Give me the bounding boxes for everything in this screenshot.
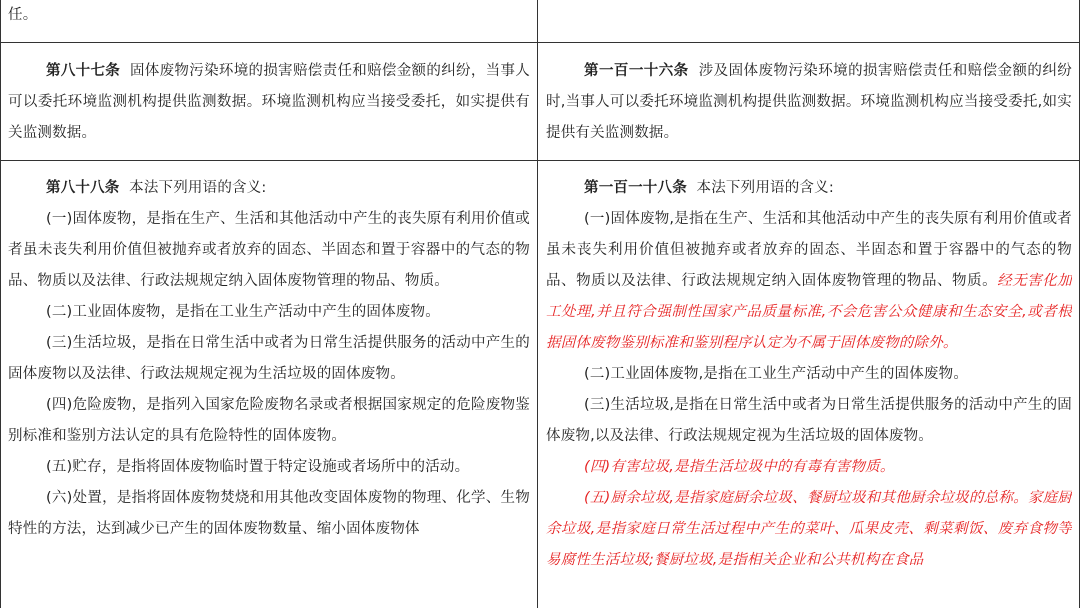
top-right-cell xyxy=(546,0,1072,42)
row-divider-1 xyxy=(0,42,1080,43)
article-87-paragraph xyxy=(8,56,530,149)
article-88-cell xyxy=(8,173,530,608)
article-118-item-1-text: (一)固体废物,是指在生产、生活和其他活动中产生的丧失原有利用价值或者虽未丧失利用价值但被抛弃或者放弃的固态、半固态和置于容器中的气态的物品、物质以及法律、行政法规规定纳入固体废物管理的物品、物质。 xyxy=(546,211,1072,289)
article-88-item-6: (六)处置，是指将固体废物焚烧和用其他改变固体废物的物理、化学、生物特性的方法，达到减少已产生的固体废物数量、缩小固体废物体 xyxy=(8,490,530,537)
article-118-item-2: (二)工业固体废物,是指在工业生产活动中产生的固体废物。 xyxy=(584,366,969,382)
row-divider-2 xyxy=(0,160,1080,161)
article-118-number: 第一百一十八条 xyxy=(584,180,687,196)
article-116-paragraph xyxy=(546,56,1072,149)
article-118-item-1 xyxy=(546,204,1072,359)
article-118-cell xyxy=(546,173,1072,608)
article-88-item-3: (三)生活垃圾，是指在日常生活中或者为日常生活提供服务的活动中产生的固体废物以及法律、行政法规规定视为生活垃圾的固体废物。 xyxy=(8,335,530,382)
article-88-item-2: (二)工业固体废物，是指在工业生产活动中产生的固体废物。 xyxy=(46,304,440,320)
article-88-intro: 本法下列用语的含义: xyxy=(129,180,267,196)
top-left-tail: 任。 xyxy=(8,7,38,23)
article-118-item-1-added: 经无害化加工处理,并且符合强制性国家产品质量标准,不会危害公众健康和生态安全,或者根据固体废物鉴别标准和鉴别程序认定为不属于固体废物的除外。 xyxy=(546,273,1072,351)
article-116-number: 第一百一十六条 xyxy=(584,63,689,79)
article-118-heading xyxy=(546,173,1072,204)
article-87-cell xyxy=(8,56,530,156)
article-88-item-4: (四)危险废物，是指列入国家危险废物名录或者根据国家规定的危险废物鉴别标准和鉴别方法认定的具有危险特性的固体废物。 xyxy=(8,397,530,444)
article-87-number: 第八十七条 xyxy=(46,63,121,79)
article-88-number: 第八十八条 xyxy=(46,180,120,196)
article-118-item-5-added: (五)厨余垃圾,是指家庭厨余垃圾、餐厨垃圾和其他厨余垃圾的总称。家庭厨余垃圾,是指家庭日常生活过程中产生的菜叶、瓜果皮壳、剩菜剩饭、废弃食物等易腐性生活垃圾;餐厨垃圾,是指相关企业和公共机构在食品 xyxy=(546,490,1072,568)
article-88-item-1: (一)固体废物，是指在生产、生活和其他活动中产生的丧失原有利用价值或者虽未丧失利用价值但被抛弃或者放弃的固态、半固态和置于容器中的气态的物品、物质以及法律、行政法规规定纳入固体废物管理的物品、物质。 xyxy=(8,211,530,289)
article-118-item-3: (三)生活垃圾,是指在日常生活中或者为日常生活提供服务的活动中产生的固体废物,以及法律、行政法规规定视为生活垃圾的固体废物。 xyxy=(546,397,1072,444)
table-border-left xyxy=(0,0,1,608)
article-118-item-4-added: (四)有害垃圾,是指生活垃圾中的有毒有害物质。 xyxy=(584,459,895,475)
article-116-cell xyxy=(546,56,1072,156)
article-116-text: 涉及固体废物污染环境的损害赔偿责任和赔偿金额的纠纷时,当事人可以委托环境监测机构提供监测数据。环境监测机构应当接受委托,如实提供有关监测数据。 xyxy=(546,63,1072,141)
column-divider xyxy=(537,0,538,608)
article-118-intro: 本法下列用语的含义: xyxy=(696,180,834,196)
article-88-heading xyxy=(8,173,530,204)
article-88-item-5: (五)贮存，是指将固体废物临时置于特定设施或者场所中的活动。 xyxy=(46,459,470,475)
article-87-text: 固体废物污染环境的损害赔偿责任和赔偿金额的纠纷，当事人可以委托环境监测机构提供监测数据。环境监测机构应当接受委托，如实提供有关监测数据。 xyxy=(8,63,530,141)
top-left-cell xyxy=(8,0,530,42)
